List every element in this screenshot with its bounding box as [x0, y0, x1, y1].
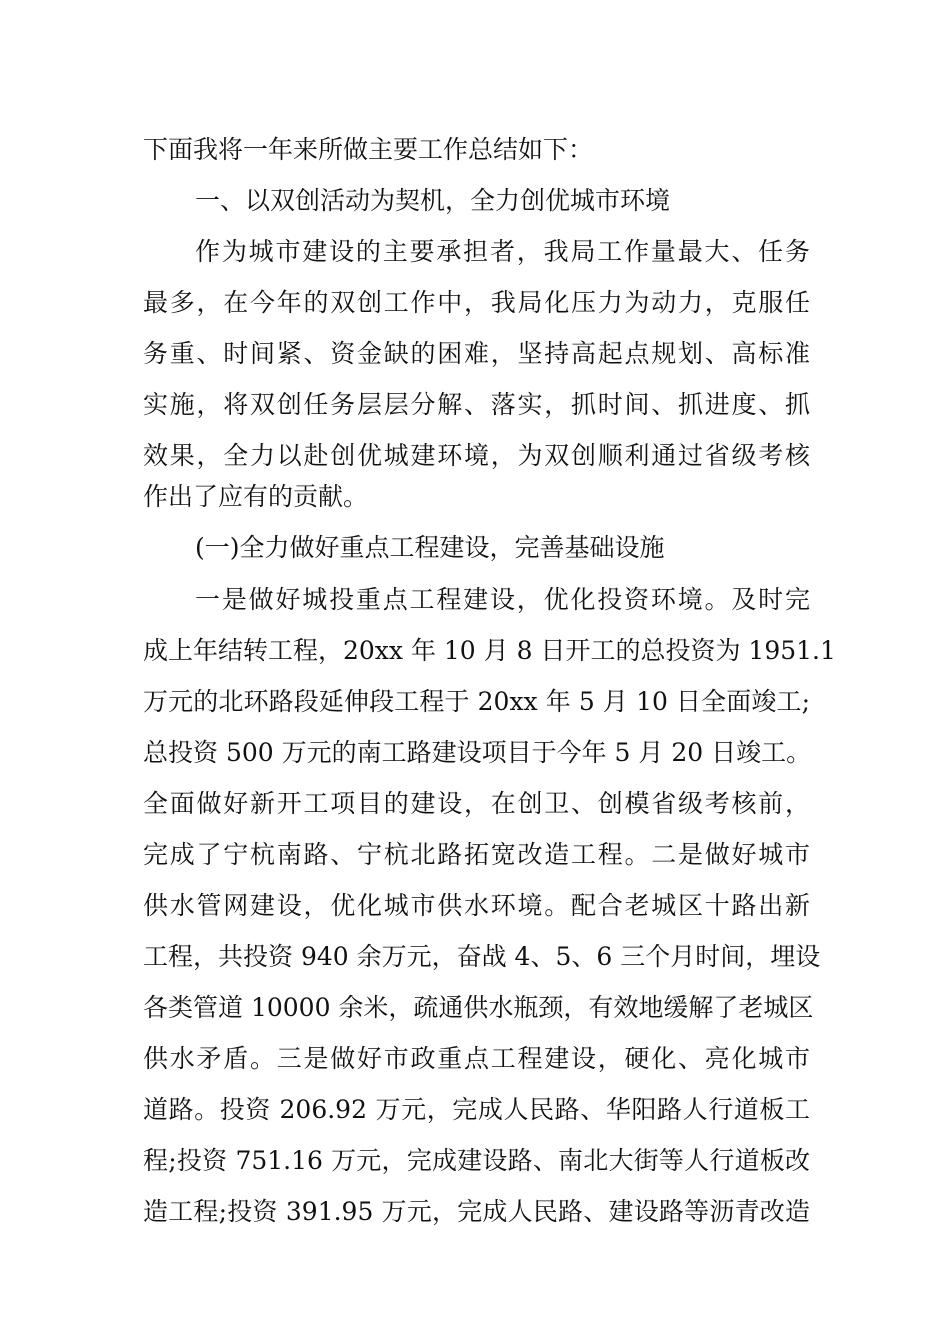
text-line: 造工程;投资 391.95 万元，完成人民路、建设路等沥青改造: [143, 1197, 810, 1226]
section-heading: 一、以双创活动为契机，全力创优城市环境: [195, 186, 671, 215]
text-line: 下面我将一年来所做主要工作总结如下：: [143, 135, 594, 164]
text-line: 全面做好新开工项目的建设，在创卫、创模省级考核前，: [143, 789, 810, 818]
text-line: 各类管道 10000 余米，疏通供水瓶颈，有效地缓解了老城区: [143, 993, 814, 1022]
text-line: 作出了应有的贡献。: [143, 482, 369, 511]
text-line: 总投资 500 万元的南工路建设项目于今年 5 月 20 日竣工。: [143, 738, 812, 767]
text-line: 最多，在今年的双创工作中，我局化压力为动力，克服任: [143, 288, 810, 317]
text-line: 务重、时间紧、资金缺的困难，坚持高起点规划、高标准: [143, 339, 810, 368]
text-line: 完成了宁杭南路、宁杭北路拓宽改造工程。二是做好城市: [143, 840, 810, 869]
text-line: 程;投资 751.16 万元，完成建设路、南北大街等人行道板改: [143, 1146, 810, 1175]
text-line: 供水矛盾。三是做好市政重点工程建设，硬化、亮化城市: [143, 1044, 810, 1073]
text-line: 一是做好城投重点工程建设，优化投资环境。及时完: [195, 585, 810, 614]
text-line: 成上年结转工程，20xx 年 10 月 8 日开工的总投资为 1951.1: [143, 636, 836, 665]
text-line: 实施，将双创任务层层分解、落实，抓时间、抓进度、抓: [143, 390, 810, 419]
text-line: 道路。投资 206.92 万元，完成人民路、华阳路人行道板工: [143, 1095, 810, 1124]
text-line: 供水管网建设，优化城市供水环境。配合老城区十路出新: [143, 891, 810, 920]
text-line: 效果，全力以赴创优城建环境，为双创顺利通过省级考核: [143, 441, 810, 470]
subsection-heading: (一)全力做好重点工程建设，完善基础设施: [195, 533, 665, 562]
text-line: 万元的北环路段延伸段工程于 20xx 年 5 月 10 日全面竣工;: [143, 687, 810, 716]
text-line: 作为城市建设的主要承担者，我局工作量最大、任务: [195, 237, 810, 266]
text-line: 工程，共投资 940 余万元，奋战 4、5、6 三个月时间，埋设: [143, 942, 821, 971]
